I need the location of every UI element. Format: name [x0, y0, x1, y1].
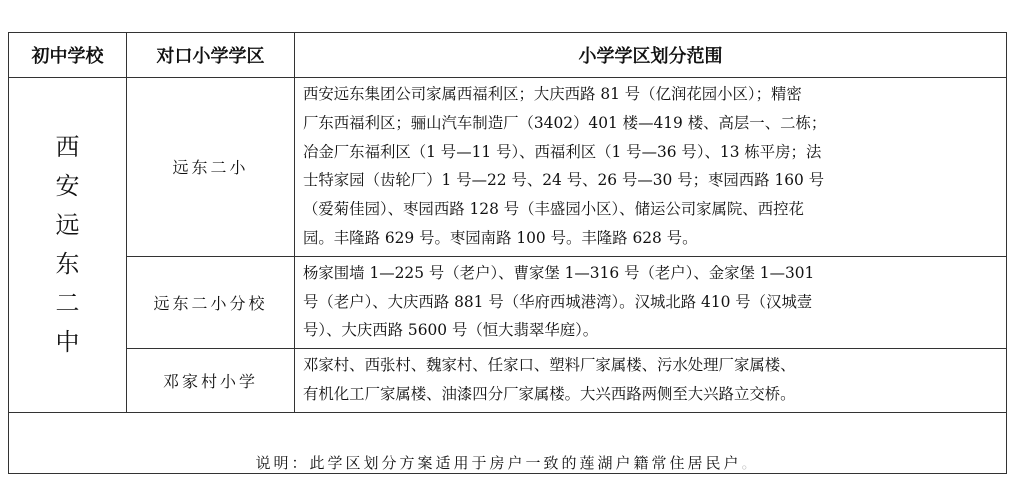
- note-period: 。: [741, 454, 760, 473]
- school-district-table: [8, 32, 1007, 474]
- district-range: [295, 256, 1007, 348]
- middle-school-cell: [9, 78, 127, 413]
- table-row: [9, 256, 1007, 348]
- note-body: 说明：此学区划分方案适用于房户一致的莲湖户籍常住居民户: [255, 454, 742, 473]
- header-primary-district: 对口小学学区: [127, 33, 295, 78]
- range-line: （爱菊佳园）、枣园西路 128 号（丰盛园小区）、储运公司家属院、西控花: [303, 200, 804, 219]
- middle-school-char: 远: [55, 210, 80, 239]
- middle-school-char: 西: [55, 132, 80, 161]
- header-range: 小学学区划分范围: [295, 33, 1007, 78]
- range-line: 邓家村、西张村、魏家村、任家口、塑料厂家属楼、污水处理厂家属楼、: [303, 356, 796, 375]
- header-middle-school: 初中学校: [9, 33, 127, 78]
- range-line: 号）、大庆西路 5600 号（恒大翡翠华庭）。: [303, 321, 599, 340]
- primary-school-name: 邓家村小学: [127, 349, 295, 413]
- range-line: 士特家园（齿轮厂）1 号—22 号、24 号、26 号—30 号；枣园西路 160 号: [303, 171, 825, 190]
- district-range: [295, 349, 1007, 413]
- middle-school-char: 安: [55, 171, 80, 200]
- note-row: [9, 412, 1007, 473]
- middle-school-char: 东: [55, 249, 80, 278]
- district-range: [295, 78, 1007, 257]
- range-line: 有机化工厂家属楼、油漆四分厂家属楼。大兴西路两侧至大兴路立交桥。: [303, 384, 796, 403]
- primary-school-name: 远东二小: [127, 78, 295, 257]
- table-row: [9, 349, 1007, 413]
- primary-school-name: 远东二小分校: [127, 256, 295, 348]
- range-line: 杨家围墙 1—225 号（老户）、曹家堡 1—316 号（老户）、金家堡 1—301: [303, 263, 815, 282]
- range-line: 园。丰隆路 629 号。枣园南路 100 号。丰隆路 628 号。: [303, 228, 698, 247]
- header-row: [9, 33, 1007, 78]
- middle-school-char: 二: [55, 288, 80, 317]
- middle-school-char: 中: [55, 327, 80, 356]
- table-row: [9, 78, 1007, 257]
- note-text: [255, 444, 760, 473]
- range-line: 西安远东集团公司家属西福利区；大庆西路 81 号（亿润花园小区）；精密: [303, 85, 802, 103]
- range-line: 冶金厂东福利区（1 号—11 号）、西福利区（1 号—36 号）、13 栋平房；法: [303, 142, 822, 161]
- range-line: 厂东西福利区；骊山汽车制造厂（3402）401 楼—419 楼、高层一、二栋；: [303, 113, 827, 132]
- note-cell: [9, 412, 1007, 473]
- range-line: 号（老户）、大庆西路 881 号（华府西城港湾）。汉城北路 410 号（汉城壹: [303, 292, 813, 311]
